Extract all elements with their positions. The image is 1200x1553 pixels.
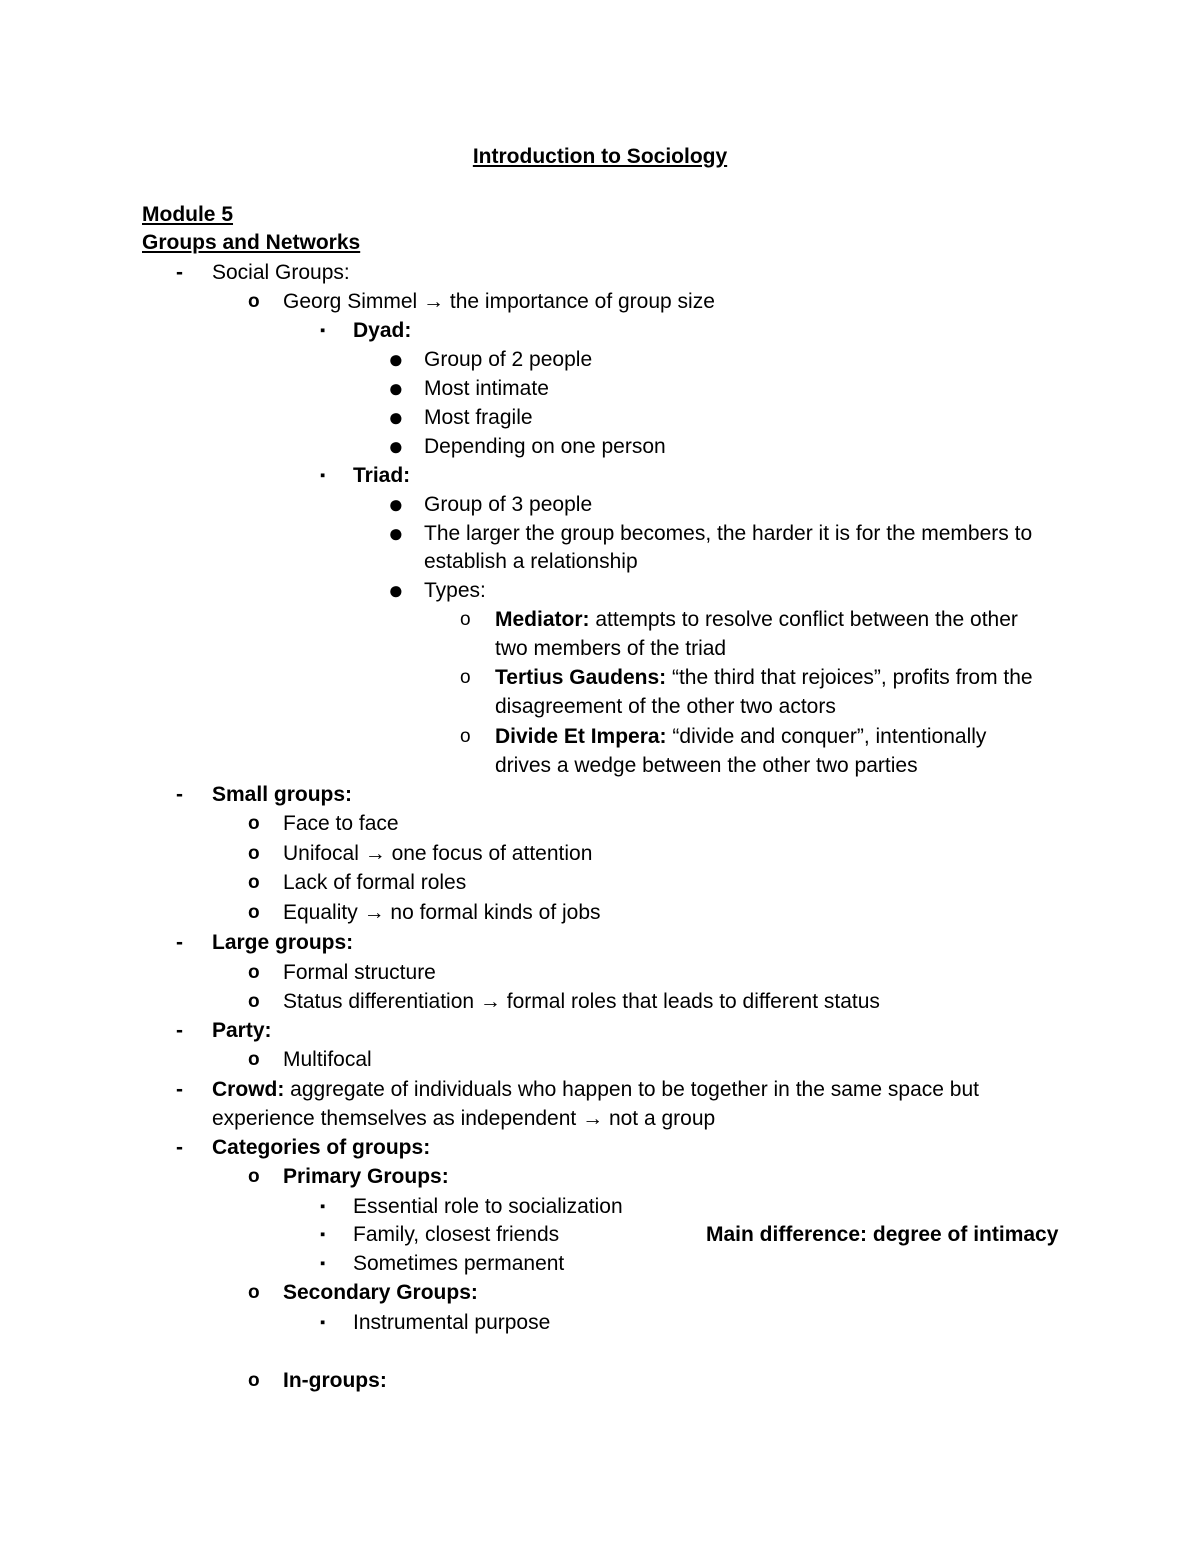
circle-bullet: o [248,843,260,864]
secondary-groups-label: Secondary Groups: [283,1281,478,1304]
dyad-label: Dyad: [353,319,412,342]
triad-item-cont: establish a relationship [424,550,638,573]
item-term: Equality [283,901,358,924]
large-groups-label: Large groups: [212,931,354,954]
party-label: Party: [212,1019,272,1042]
small-group-item [283,898,601,927]
secondary-item: Instrumental purpose [353,1311,551,1334]
square-bullet: ▪ [320,467,326,484]
type-term: Mediator: [495,608,590,631]
triad-type-cont: two members of the triad [495,637,727,660]
crowd-line-cont [212,1104,715,1133]
dyad-item: Depending on one person [424,435,666,458]
arrow-icon: → [363,901,385,924]
circle-bullet: o [248,1370,260,1391]
square-bullet: ▪ [320,1314,326,1331]
circle-bullet: o [248,1282,260,1303]
simmel-line [283,287,715,316]
crowd-desc: aggregate of individuals who happen to be together in the same space but [284,1078,979,1101]
circle-bullet: o [248,872,260,893]
dash-bullet: - [176,261,183,284]
small-group-item: Face to face [283,812,399,835]
dot-bullet: ● [388,402,404,432]
square-bullet: ▪ [320,1226,326,1243]
crowd-conclusion: not a group [608,1107,716,1130]
social-groups-label: Social Groups: [212,261,350,284]
triad-type [495,663,1033,692]
item-desc: no formal kinds of jobs [390,901,601,924]
circle-bullet: o [248,1166,260,1187]
dash-bullet: - [176,1078,183,1101]
circle-bullet: o [248,1049,260,1070]
triad-type-cont: disagreement of the other two actors [495,695,836,718]
dash-bullet: - [176,931,183,954]
arrow-icon: → [479,990,501,1013]
dash-bullet: - [176,1019,183,1042]
square-bullet: ▪ [320,1198,326,1215]
type-desc: attempts to resolve conflict between the other [589,608,1018,631]
crowd-desc-cont: experience themselves as independent [212,1107,577,1130]
dot-bullet: ● [388,373,404,403]
large-group-item [283,987,880,1016]
primary-groups-label: Primary Groups: [283,1165,449,1188]
type-term: Divide Et Impera: [495,725,667,748]
primary-item: Essential role to socialization [353,1195,623,1218]
dyad-item: Most fragile [424,406,533,429]
item-term: Unifocal [283,842,359,865]
circle-bullet: o [460,609,471,630]
type-desc: “the third that rejoices”, profits from the [666,666,1033,689]
circle-bullet: o [248,991,260,1012]
square-bullet: ▪ [320,1255,326,1272]
type-term: Tertius Gaudens: [495,666,667,689]
dot-bullet: ● [388,575,404,605]
arrow-icon: → [364,842,386,865]
item-term: Status differentiation [283,990,475,1013]
party-item: Multifocal [283,1048,372,1071]
triad-label: Triad: [353,464,411,487]
small-group-item [283,839,592,868]
side-note: Main difference: degree of intimacy [706,1223,1059,1246]
triad-type [495,605,1018,634]
circle-bullet: o [248,813,260,834]
module-heading: Module 5 [142,203,234,226]
in-groups-label: In-groups: [283,1369,387,1392]
dash-bullet: - [176,783,183,806]
square-bullet: ▪ [320,322,326,339]
page-title: Introduction to Sociology [472,145,728,168]
triad-item: The larger the group becomes, the harder it is for the members to [424,522,1033,545]
primary-item: Sometimes permanent [353,1252,565,1275]
simmel-text: the importance of group size [449,290,715,313]
simmel-name: Georg Simmel [283,290,418,313]
types-label: Types: [424,579,486,602]
circle-bullet: o [248,902,260,923]
dyad-item: Most intimate [424,377,549,400]
crowd-line [212,1075,979,1104]
circle-bullet: o [248,962,260,983]
circle-bullet: o [248,291,260,312]
item-desc: one focus of attention [391,842,593,865]
triad-item: Group of 3 people [424,493,593,516]
dot-bullet: ● [388,431,404,461]
arrow-icon: → [582,1107,604,1130]
section-heading: Groups and Networks [142,231,361,254]
triad-type [495,722,986,751]
categories-label: Categories of groups: [212,1136,431,1159]
dash-bullet: - [176,1136,183,1159]
small-groups-label: Small groups: [212,783,353,806]
circle-bullet: o [460,726,471,747]
dyad-item: Group of 2 people [424,348,593,371]
large-group-item: Formal structure [283,961,436,984]
small-group-item: Lack of formal roles [283,871,467,894]
dot-bullet: ● [388,489,404,519]
item-desc: formal roles that leads to different status [506,990,880,1013]
circle-bullet: o [460,667,471,688]
arrow-icon: → [423,290,445,313]
dot-bullet: ● [388,518,404,548]
triad-type-cont: drives a wedge between the other two parties [495,754,918,777]
crowd-label: Crowd: [212,1078,285,1101]
primary-item: Family, closest friends [353,1223,560,1246]
dot-bullet: ● [388,344,404,374]
type-desc: “divide and conquer”, intentionally [666,725,987,748]
